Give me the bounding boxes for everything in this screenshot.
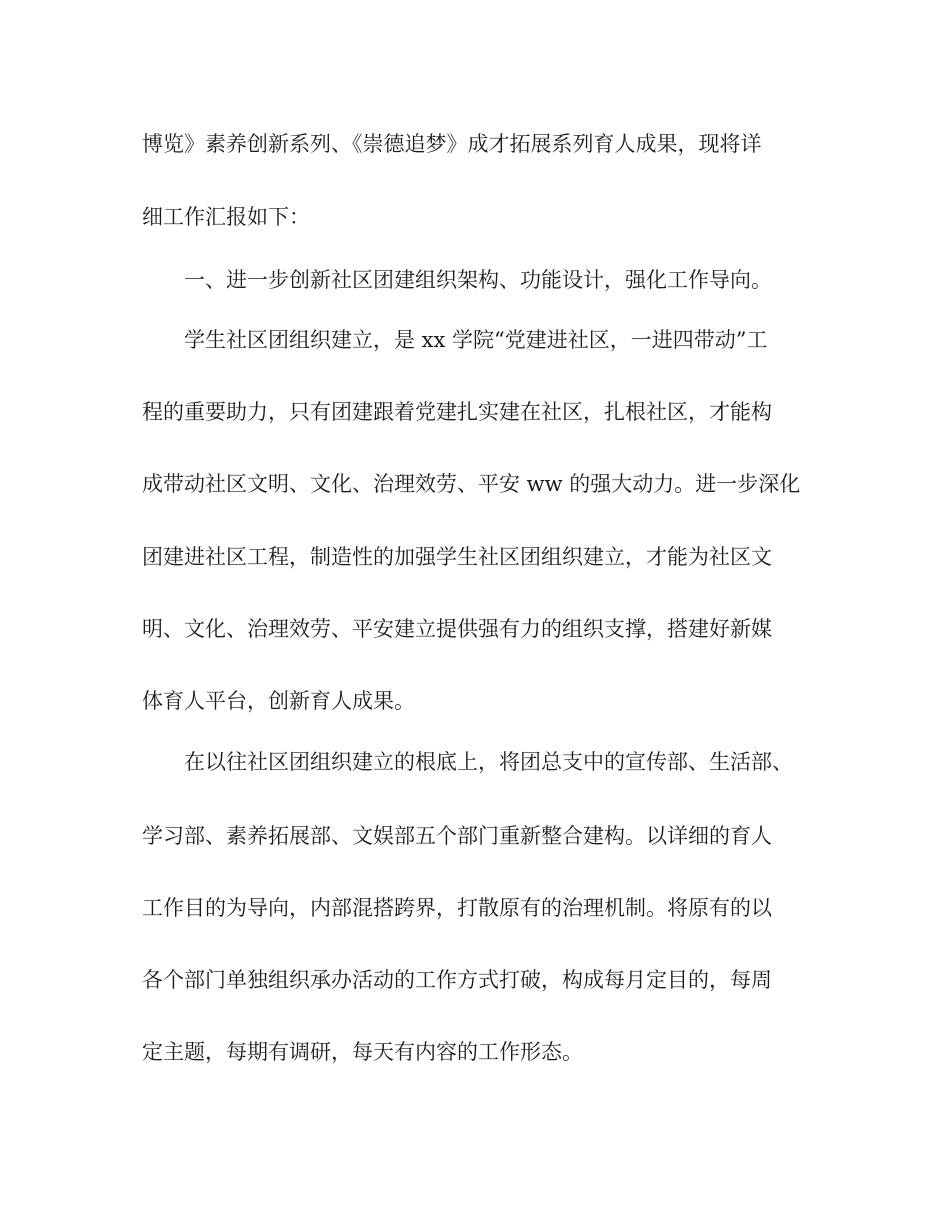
text-line: 各个部门单独组织承办活动的工作方式打破，构成每月定目的，每周 [142,968,772,992]
text-line: 团建进社区工程，制造性的加强学生社区团组织建立，才能为社区文 [142,545,772,569]
text-line: 细工作汇报如下： [142,205,310,229]
section-heading: 一、进一步创新社区团建组织架构、功能设计，强化工作导向。 [184,268,772,292]
text-line: 定主题，每期有调研，每天有内容的工作形态。 [142,1040,583,1064]
text-line: 学习部、素养拓展部、文娱部五个部门重新整合建构。以详细的育人 [142,824,772,848]
text-line: 程的重要助力，只有团建跟着党建扎实建在社区，扎根社区，才能构 [142,400,772,424]
text-line: 明、文化、治理效劳、平安建立提供强有力的组织支撑，搭建好新媒 [142,617,772,641]
text-line: 工作目的为导向，内部混搭跨界，打散原有的治理机制。将原有的以 [142,896,772,920]
text-line: 在以往社区团组织建立的根底上，将团总支中的宣传部、生活部、 [184,750,793,774]
text-line: 体育人平台，创新育人成果。 [142,689,415,713]
text-line: 成带动社区文明、文化、治理效劳、平安 ww 的强大动力。进一步深化 [142,472,801,496]
text-line: 博览》素养创新系列、《崇德追梦》成才拓展系列育人成果，现将详 [142,132,762,156]
text-line: 学生社区团组织建立，是 xx 学院“党建进社区，一进四带动”工 [184,328,768,352]
